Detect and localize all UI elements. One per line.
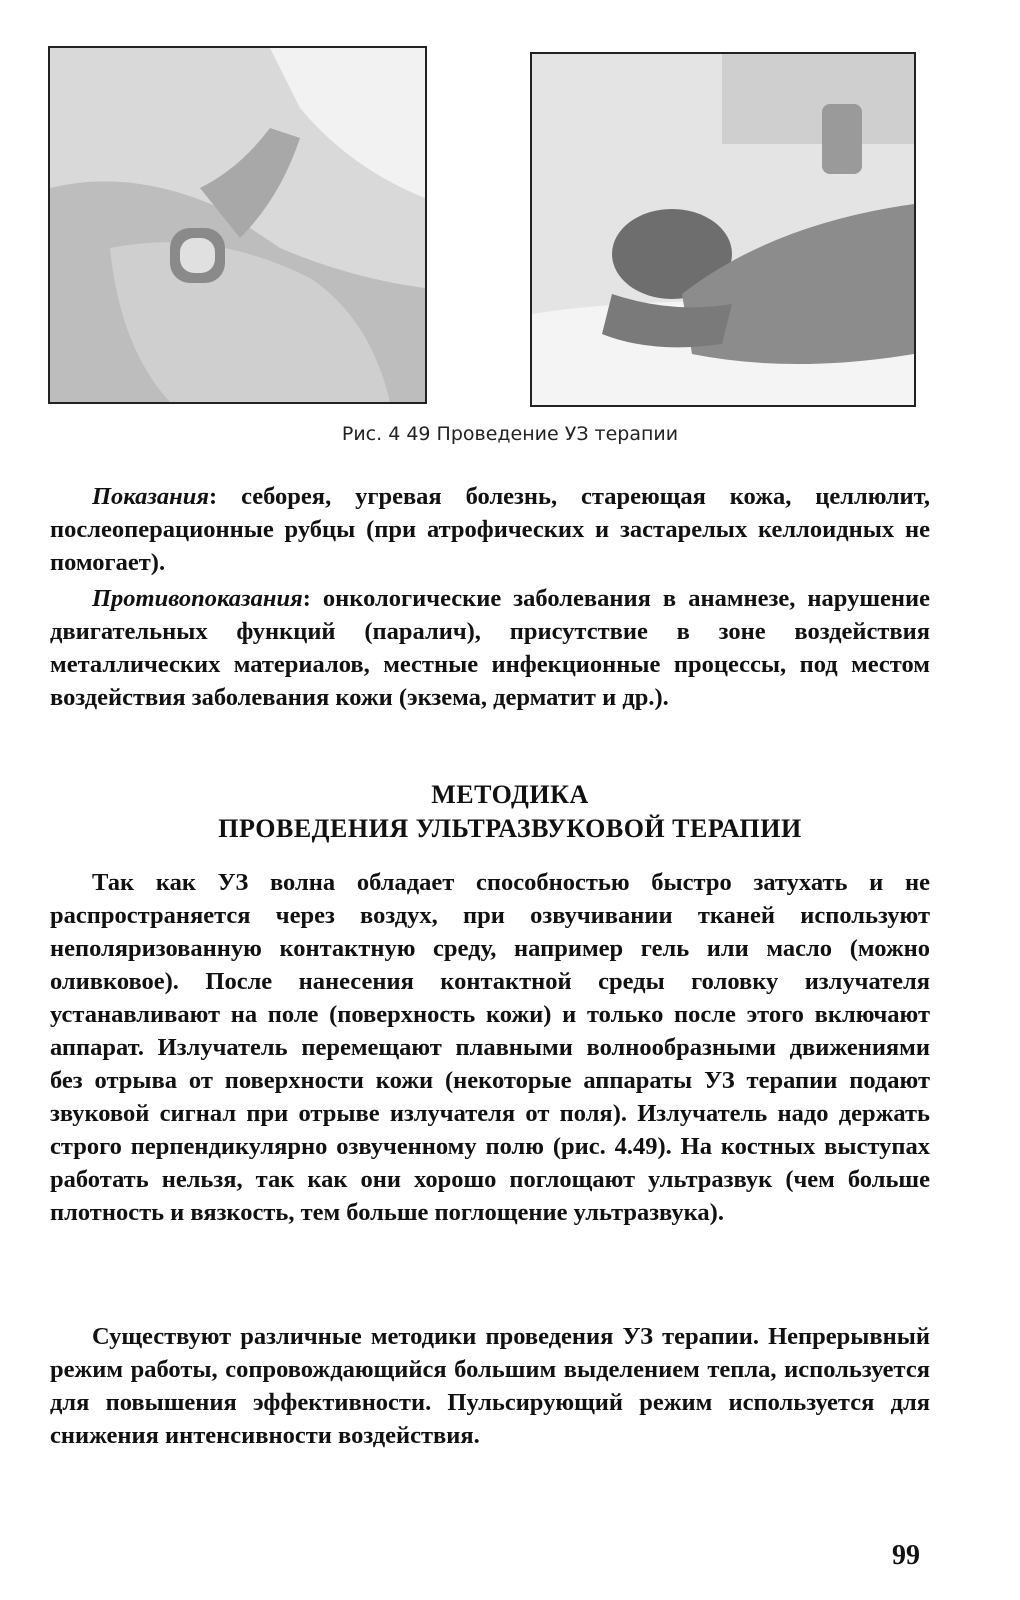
section-heading-line-1: МЕТОДИКА xyxy=(431,780,589,809)
photo-ultrasound-thigh xyxy=(48,46,427,404)
section-heading-line-2: ПРОВЕДЕНИЯ УЛЬТРАЗВУКОВОЙ ТЕРАПИИ xyxy=(218,814,802,843)
photo-ultrasound-back xyxy=(530,52,916,407)
contraindications-text: : онкологические заболевания в анамнезе, нарушение двигательных функций (паралич), присутствие в зоне воздействия металлических материалов, местные инфекционные процессы, под местом воздействия заболевания кожи (экзема, дерматит и др.). xyxy=(50,585,930,711)
photo-back-illustration xyxy=(532,54,914,405)
modes-text: Существуют различные методики проведения УЗ терапии. Непрерывный режим работы, сопровождающийся большим выделением тепла, используется для повышения эффективности. Пульсирующий режим используется для снижения интенсивности воздействия. xyxy=(50,1323,930,1449)
photo-thigh-illustration xyxy=(50,48,425,402)
contraindications-paragraph xyxy=(50,582,930,714)
indications-label: Показания xyxy=(92,483,210,510)
modes-paragraph xyxy=(50,1320,930,1452)
page-number: 99 xyxy=(892,1540,920,1571)
indications-paragraph xyxy=(50,480,930,579)
method-paragraph xyxy=(50,866,930,1229)
indications-text: : себорея, угревая болезнь, стареющая кожа, целлюлит, послеоперационные рубцы (при атрофических и застарелых келлоидных не помогает). xyxy=(50,483,930,576)
figure-caption: Рис. 4 49 Проведение УЗ терапии xyxy=(341,423,679,445)
method-text: Так как УЗ волна обладает способностью быстро затухать и не распространяется через воздух, при озвучивании тканей используют неполяризованную контактную среду, например гель или масло (можно оливковое). После нанесения контактной среды головку излучателя устанавливают на поле (поверхность кожи) и только после этого включают аппарат. Излучатель перемещают плавными волнообразными движениями без отрыва от поверхности кожи (некоторые аппараты УЗ терапии подают звуковой сигнал при отрыве излучателя от поля). Излучатель надо держать строго перпендикулярно озвученному полю (рис. 4.49). На костных выступах работать нельзя, так как они хорошо поглощают ультразвук (чем больше плотность и вязкость, тем больше поглощение ультразвука). xyxy=(50,869,930,1226)
contraindications-label: Противопоказания xyxy=(92,585,303,612)
